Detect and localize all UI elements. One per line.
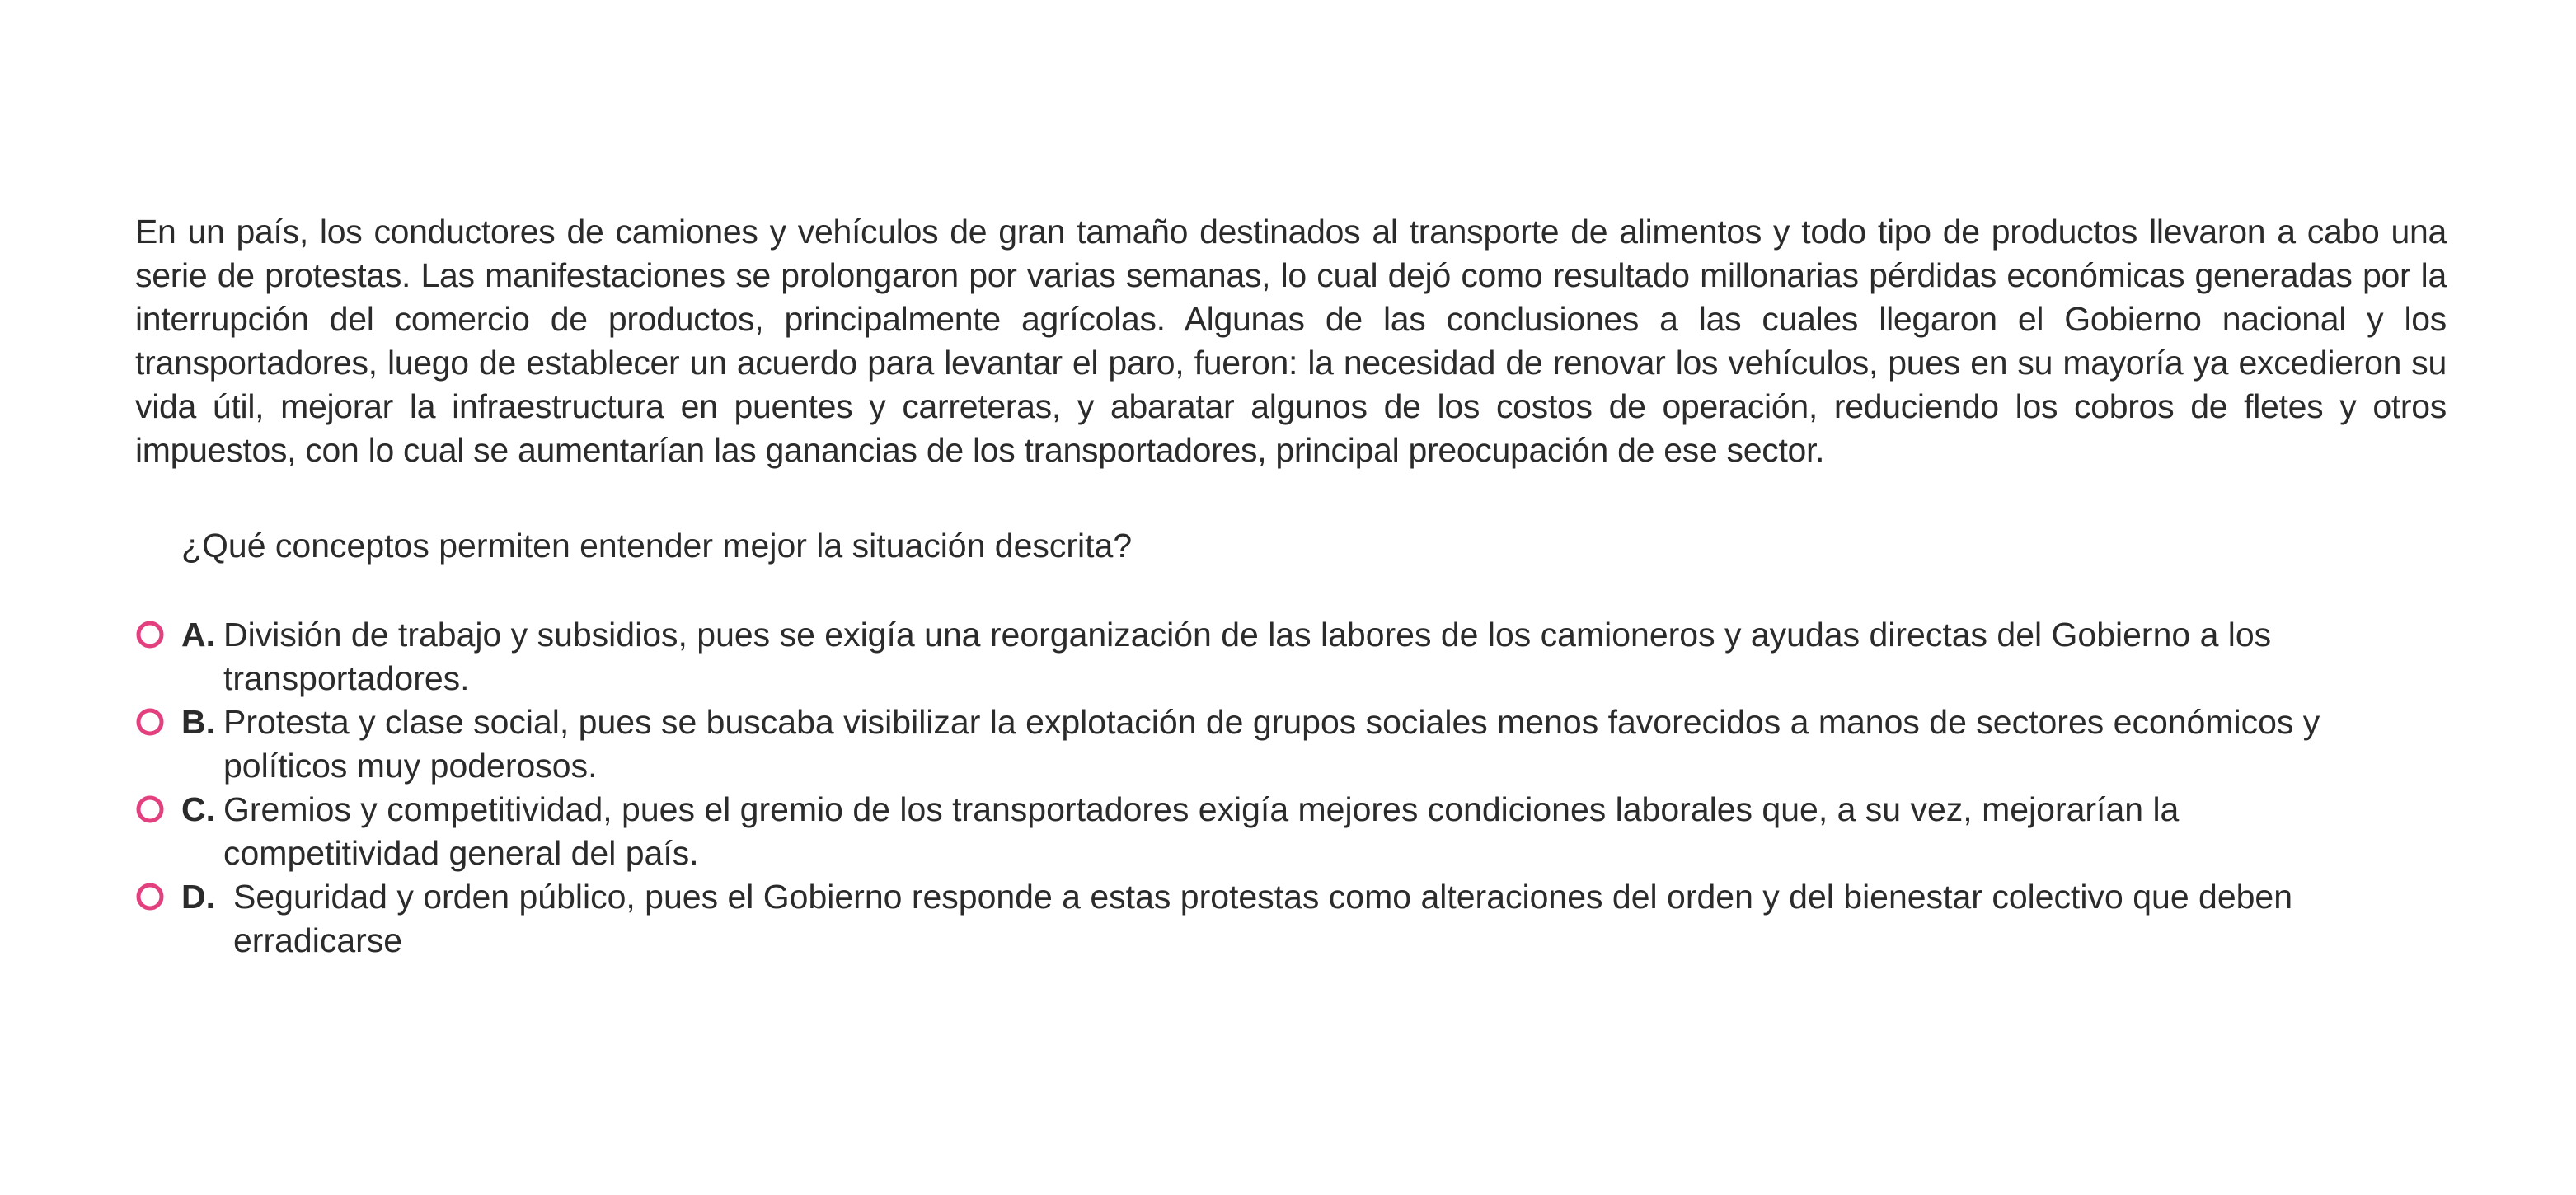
radio-circle-icon[interactable] bbox=[135, 882, 165, 911]
option-text: Seguridad y orden público, pues el Gobierno responde a estas protestas como alteraciones del orden y del bienestar colectivo que deben erradicarse bbox=[233, 878, 2293, 959]
option-text: Protesta y clase social, pues se buscaba visibilizar la explotación de grupos sociales menos favorecidos a manos de sectores económicos y políticos muy poderosos. bbox=[223, 703, 2320, 785]
question-prompt: ¿Qué conceptos permiten entender mejor la situación descrita? bbox=[181, 527, 1133, 565]
option-letter: C. bbox=[181, 790, 215, 828]
radio-circle-icon[interactable] bbox=[135, 707, 165, 737]
option-text: Gremios y competitividad, pues el gremio de los transportadores exigía mejores condiciones laborales que, a su vez, mejorarían la competitividad general del país. bbox=[223, 790, 2180, 872]
option-letter: B. bbox=[181, 703, 215, 741]
answer-options bbox=[135, 613, 2443, 963]
radio-circle-icon[interactable] bbox=[135, 620, 165, 649]
radio-circle-icon[interactable] bbox=[135, 794, 165, 824]
option-letter: A. bbox=[181, 616, 215, 654]
option-c[interactable] bbox=[135, 788, 2443, 875]
reading-passage: En un país, los conductores de camiones y vehículos de gran tamaño destinados al transporte de alimentos y todo tipo de productos llevaron a cabo una serie de protestas. Las manifestaciones se prolongaron por varias semanas, lo cual dejó como resultado millonarias pérdidas económicas generadas por la interrupción del comercio de productos, principalmente agrícolas. Algunas de las conclusiones a las cuales llegaron el Gobierno nacional y los transportadores, luego de establecer un acuerdo para levantar el paro, fueron: la necesidad de renovar los vehículos, pues en su mayoría ya excedieron su vida útil, mejorar la infraestructura en puentes y carreteras, y abaratar algunos de los costos de operación, reduciendo los cobros de fletes y otros impuestos, con lo cual se aumentarían las ganancias de los transportadores, principal preocupación de ese sector. bbox=[135, 213, 2447, 469]
option-a[interactable] bbox=[135, 613, 2443, 701]
option-b[interactable] bbox=[135, 701, 2443, 788]
option-d[interactable] bbox=[135, 875, 2443, 963]
option-letter: D. bbox=[181, 878, 215, 916]
option-text: División de trabajo y subsidios, pues se exigía una reorganización de las labores de los camioneros y ayudas directas del Gobierno a los transportadores. bbox=[223, 616, 2272, 697]
